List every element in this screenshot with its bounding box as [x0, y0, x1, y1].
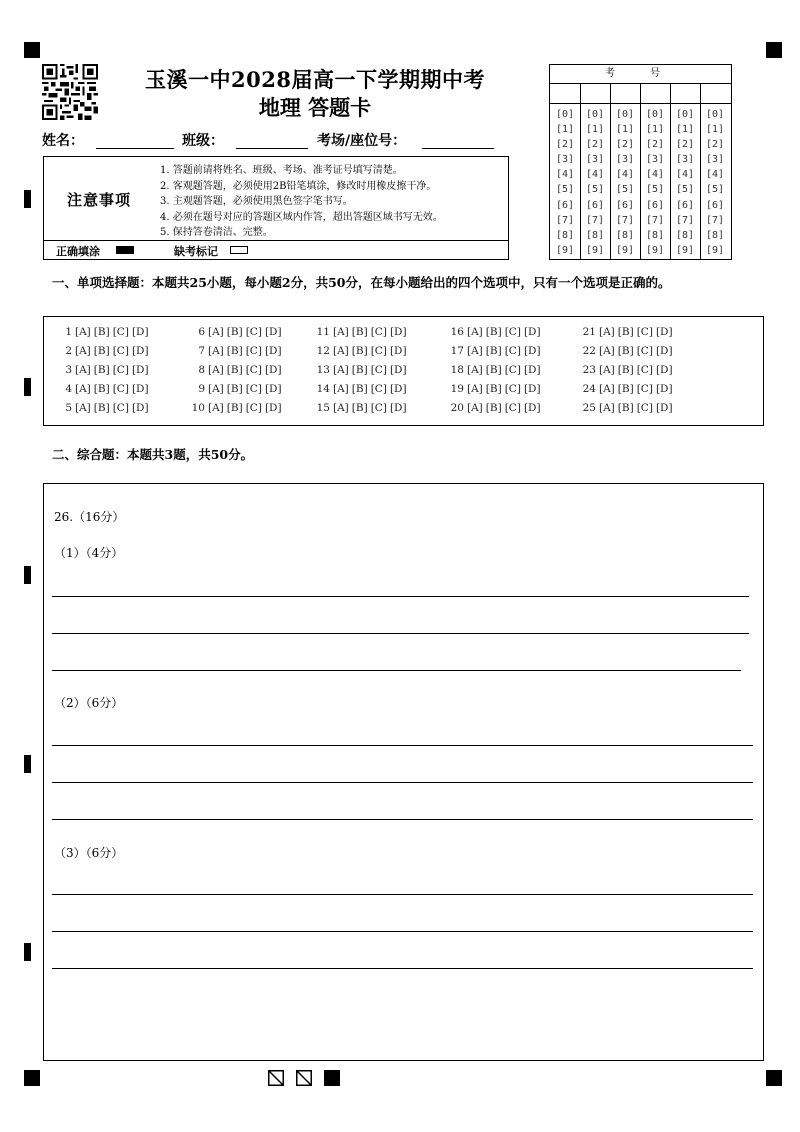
exam-digit-column [610, 107, 640, 258]
page-mark-hatched-icon [296, 1070, 312, 1086]
exam-digit-bubble[interactable]: [2] [705, 139, 725, 151]
exam-digit-bubble[interactable]: [0] [705, 109, 725, 120]
option-bubble[interactable]: [A] [208, 345, 224, 357]
corner-mark-bottom-right [766, 1070, 782, 1086]
question-number: 9 [198, 383, 205, 395]
notice-item: 4. 必须在题号对应的答题区域内作答，超出答题区域书写无效。 [160, 211, 443, 223]
exam-digit-bubble[interactable]: [0] [675, 109, 695, 120]
side-timing-mark [24, 566, 31, 584]
question-number: 17 [450, 345, 464, 357]
exam-digit-bubble[interactable]: [1] [585, 124, 605, 136]
exam-digit-column [580, 107, 610, 258]
option-bubble[interactable]: [A] [333, 402, 349, 414]
option-bubble[interactable]: [D] [523, 345, 541, 357]
exam-digit-bubble[interactable]: [3] [705, 154, 725, 166]
option-bubble[interactable]: [C] [504, 345, 521, 357]
option-bubble[interactable]: [C] [112, 326, 129, 338]
option-bubble[interactable]: [D] [264, 383, 282, 395]
exam-digit-bubble[interactable]: [8] [585, 229, 605, 241]
exam-digit-column [670, 107, 700, 258]
question-22-row [576, 345, 676, 357]
question-number: 21 [582, 326, 596, 338]
option-bubble[interactable]: [A] [208, 364, 224, 376]
option-bubble[interactable]: [D] [523, 364, 541, 376]
class-label: 班级： [182, 133, 224, 149]
room-seat-label: 考场/座位号： [317, 133, 407, 149]
option-bubble[interactable]: [C] [112, 402, 129, 414]
question-number: 8 [198, 364, 205, 376]
option-bubble[interactable]: [D] [655, 364, 673, 376]
option-bubble[interactable]: [A] [75, 326, 91, 338]
option-bubble[interactable]: [B] [226, 345, 243, 357]
question-5-row [52, 402, 152, 414]
question-number: 15 [316, 402, 330, 414]
option-bubble[interactable]: [C] [245, 383, 262, 395]
notice-item: 5. 保持答卷清洁、完整。 [160, 227, 273, 238]
question-2-row [52, 345, 152, 357]
part-3-label: （3）（6分） [54, 846, 124, 860]
side-timing-mark [24, 190, 31, 208]
question-number: 16 [450, 326, 464, 338]
exam-digit-bubble[interactable]: [8] [615, 229, 635, 241]
exam-digit-bubble[interactable]: [7] [615, 214, 635, 226]
answer-line[interactable] [52, 596, 749, 597]
exam-digit-bubble[interactable]: [5] [705, 184, 725, 196]
question-number: 22 [582, 345, 596, 357]
answer-line[interactable] [52, 819, 753, 820]
room-seat-field[interactable] [422, 148, 494, 149]
correct-fill-sample [116, 246, 134, 254]
multiple-choice-box [43, 316, 764, 426]
option-bubble[interactable]: [B] [226, 364, 243, 376]
option-bubble[interactable]: [D] [264, 402, 282, 414]
option-bubble[interactable]: [C] [504, 383, 521, 395]
question-1-row [52, 326, 152, 338]
name-field[interactable] [96, 148, 174, 149]
option-bubble[interactable]: [C] [112, 364, 129, 376]
exam-digit-bubble[interactable]: [9] [615, 244, 635, 256]
option-bubble[interactable]: [D] [264, 326, 282, 338]
exam-digit-bubble[interactable]: [9] [675, 244, 695, 256]
exam-digit-bubble[interactable]: [0] [615, 109, 635, 120]
notice-list [160, 163, 443, 241]
question-number: 20 [450, 402, 464, 414]
question-number: 1 [65, 326, 72, 338]
subject-title: 地理 答题卡 [258, 95, 372, 120]
answer-line[interactable] [52, 894, 753, 895]
option-bubble[interactable]: [C] [245, 364, 262, 376]
option-bubble[interactable]: [D] [131, 383, 149, 395]
option-bubble[interactable]: [C] [370, 345, 387, 357]
option-bubble[interactable]: [A] [75, 402, 91, 414]
exam-number-grid [549, 64, 732, 260]
option-bubble[interactable]: [D] [389, 402, 407, 414]
option-bubble[interactable]: [D] [523, 402, 541, 414]
question-12-row [310, 345, 410, 357]
question-number: 19 [450, 383, 464, 395]
exam-digit-bubble[interactable]: [3] [675, 154, 695, 166]
exam-digit-bubble[interactable]: [2] [555, 139, 575, 151]
part-1-label: （1）（4分） [54, 546, 124, 560]
exam-digit-bubble[interactable]: [9] [705, 244, 725, 256]
option-bubble[interactable]: [B] [485, 345, 502, 357]
notice-bottom-bar [44, 240, 508, 259]
exam-digit-bubble[interactable]: [9] [645, 244, 665, 256]
option-bubble[interactable]: [B] [93, 402, 110, 414]
question-23-row [576, 364, 676, 376]
option-bubble[interactable]: [C] [636, 402, 653, 414]
question-number: 6 [198, 326, 205, 338]
option-bubble[interactable]: [A] [467, 364, 483, 376]
question-17-row [444, 345, 544, 357]
option-bubble[interactable]: [C] [245, 326, 262, 338]
option-bubble[interactable]: [C] [370, 364, 387, 376]
exam-digit-bubble[interactable]: [7] [645, 214, 665, 226]
question-number: 12 [316, 345, 330, 357]
option-bubble[interactable]: [B] [617, 402, 634, 414]
option-bubble[interactable]: [C] [636, 326, 653, 338]
exam-digit-column [640, 107, 670, 258]
exam-digit-bubble[interactable]: [4] [645, 169, 665, 181]
option-bubble[interactable]: [D] [523, 326, 541, 338]
side-timing-mark [24, 755, 31, 773]
option-bubble[interactable]: [D] [389, 326, 407, 338]
option-bubble[interactable]: [D] [131, 402, 149, 414]
question-number: 3 [65, 364, 72, 376]
option-bubble[interactable]: [A] [75, 383, 91, 395]
option-bubble[interactable]: [C] [636, 364, 653, 376]
option-bubble[interactable]: [A] [467, 326, 483, 338]
question-14-row [310, 383, 410, 395]
exam-digit-bubble[interactable]: [2] [585, 139, 605, 151]
option-bubble[interactable]: [C] [504, 402, 521, 414]
exam-digit-bubble[interactable]: [6] [615, 199, 635, 211]
corner-mark-top-right [766, 42, 782, 58]
question-11-row [310, 326, 410, 338]
option-bubble[interactable]: [B] [226, 402, 243, 414]
option-bubble[interactable]: [A] [333, 345, 349, 357]
option-bubble[interactable]: [D] [264, 364, 282, 376]
corner-mark-top-left [24, 42, 40, 58]
exam-digit-bubble[interactable]: [6] [705, 199, 725, 211]
section1-title: 一、单项选择题：本题共25小题，每小题2分，共50分，在每小题给出的四个选项中，只有一个选项是正确的。 [52, 275, 671, 290]
exam-digit-bubble[interactable]: [6] [555, 199, 575, 211]
option-bubble[interactable]: [B] [93, 345, 110, 357]
exam-digit-bubble[interactable]: [8] [555, 229, 575, 241]
question-number: 11 [316, 326, 330, 338]
option-bubble[interactable]: [C] [636, 383, 653, 395]
question-number: 14 [316, 383, 330, 395]
option-bubble[interactable]: [B] [351, 364, 368, 376]
option-bubble[interactable]: [C] [112, 383, 129, 395]
option-bubble[interactable]: [C] [370, 402, 387, 414]
exam-digit-bubble[interactable]: [2] [645, 139, 665, 151]
option-bubble[interactable]: [D] [523, 383, 541, 395]
option-bubble[interactable]: [B] [617, 326, 634, 338]
exam-digit-bubble[interactable]: [1] [555, 124, 575, 136]
option-bubble[interactable]: [A] [599, 402, 615, 414]
option-bubble[interactable]: [A] [599, 383, 615, 395]
question-10-row [185, 402, 285, 414]
notice-item: 3. 主观题答题，必须使用黑色签字笔书写。 [160, 196, 353, 207]
question-number: 25 [582, 402, 596, 414]
exam-digit-bubble[interactable]: [0] [645, 109, 665, 120]
exam-digit-bubble[interactable]: [0] [555, 109, 575, 120]
exam-digit-bubble[interactable]: [4] [675, 169, 695, 181]
option-bubble[interactable]: [C] [504, 326, 521, 338]
question-26-label: 26.（16分） [54, 510, 125, 524]
option-bubble[interactable]: [B] [485, 402, 502, 414]
option-bubble[interactable]: [D] [131, 345, 149, 357]
exam-digit-bubble[interactable]: [2] [615, 139, 635, 151]
question-number: 23 [582, 364, 596, 376]
part-2-label: （2）（6分） [54, 696, 124, 710]
question-25-row [576, 402, 676, 414]
option-bubble[interactable]: [A] [599, 345, 615, 357]
option-bubble[interactable]: [D] [389, 364, 407, 376]
option-bubble[interactable]: [A] [333, 326, 349, 338]
answer-line[interactable] [52, 968, 753, 969]
exam-title: 玉溪一中2028届高一下学期期中考 [145, 67, 485, 92]
option-bubble[interactable]: [D] [655, 402, 673, 414]
question-number: 5 [65, 402, 72, 414]
question-13-row [310, 364, 410, 376]
exam-digit-bubble[interactable]: [4] [585, 169, 605, 181]
question-19-row [444, 383, 544, 395]
exam-digit-bubble[interactable]: [4] [615, 169, 635, 181]
option-bubble[interactable]: [A] [75, 364, 91, 376]
corner-mark-bottom-left [24, 1070, 40, 1086]
option-bubble[interactable]: [B] [485, 326, 502, 338]
option-bubble[interactable]: [A] [333, 383, 349, 395]
option-bubble[interactable]: [A] [599, 364, 615, 376]
exam-digit-bubble[interactable]: [7] [705, 214, 725, 226]
option-bubble[interactable]: [D] [655, 326, 673, 338]
exam-digit-bubble[interactable]: [5] [615, 184, 635, 196]
option-bubble[interactable]: [D] [389, 383, 407, 395]
option-bubble[interactable]: [A] [75, 345, 91, 357]
option-bubble[interactable]: [C] [245, 402, 262, 414]
option-bubble[interactable]: [B] [617, 383, 634, 395]
exam-digit-bubble[interactable]: [6] [585, 199, 605, 211]
option-bubble[interactable]: [D] [131, 364, 149, 376]
question-number: 18 [450, 364, 464, 376]
question-number: 7 [198, 345, 205, 357]
answer-line[interactable] [52, 931, 753, 932]
option-bubble[interactable]: [D] [389, 345, 407, 357]
option-bubble[interactable]: [D] [131, 326, 149, 338]
exam-digit-bubble[interactable]: [6] [645, 199, 665, 211]
class-field[interactable] [236, 148, 308, 149]
exam-digit-bubble[interactable]: [8] [645, 229, 665, 241]
option-bubble[interactable]: [B] [351, 326, 368, 338]
option-bubble[interactable]: [A] [208, 383, 224, 395]
qr-code-icon [42, 64, 98, 120]
option-bubble[interactable]: [C] [504, 364, 521, 376]
exam-digit-bubble[interactable]: [8] [675, 229, 695, 241]
option-bubble[interactable]: [B] [617, 364, 634, 376]
option-bubble[interactable]: [B] [226, 326, 243, 338]
option-bubble[interactable]: [C] [370, 383, 387, 395]
exam-digit-bubble[interactable]: [5] [585, 184, 605, 196]
absent-mark-box[interactable] [230, 246, 248, 254]
exam-digit-column [700, 107, 730, 258]
question-number: 10 [191, 402, 205, 414]
option-bubble[interactable]: [B] [226, 383, 243, 395]
exam-digit-bubble[interactable]: [5] [645, 184, 665, 196]
exam-digit-bubble[interactable]: [2] [675, 139, 695, 151]
exam-digit-bubble[interactable]: [5] [675, 184, 695, 196]
exam-digit-bubble[interactable]: [1] [675, 124, 695, 136]
option-bubble[interactable]: [A] [333, 364, 349, 376]
exam-digit-bubble[interactable]: [1] [705, 124, 725, 136]
exam-digit-bubble[interactable]: [8] [705, 229, 725, 241]
exam-digit-bubble[interactable]: [7] [675, 214, 695, 226]
option-bubble[interactable]: [C] [636, 345, 653, 357]
page-mark-solid [324, 1070, 340, 1086]
section2-title: 二、综合题：本题共3题，共50分。 [52, 447, 254, 462]
option-bubble[interactable]: [D] [655, 383, 673, 395]
exam-digit-bubble[interactable]: [1] [645, 124, 665, 136]
option-bubble[interactable]: [A] [208, 402, 224, 414]
notice-box [43, 156, 509, 260]
exam-digit-bubble[interactable]: [3] [555, 154, 575, 166]
notice-item: 1. 答题前请将姓名、班级、考场、准考证号填写清楚。 [160, 165, 403, 176]
notice-item: 2. 客观题答题，必须使用2B铅笔填涂，修改时用橡皮擦干净。 [160, 180, 437, 192]
side-timing-mark [24, 943, 31, 961]
essay-answer-box [43, 483, 764, 1061]
exam-digit-bubble[interactable]: [6] [675, 199, 695, 211]
absent-label: 缺考标记 [174, 245, 218, 258]
answer-line[interactable] [52, 782, 753, 783]
exam-number-title: 考 号 [550, 65, 731, 84]
option-bubble[interactable]: [A] [467, 345, 483, 357]
question-number: 2 [65, 345, 72, 357]
option-bubble[interactable]: [B] [93, 364, 110, 376]
option-bubble[interactable]: [D] [264, 345, 282, 357]
exam-digit-bubble[interactable]: [0] [585, 109, 605, 120]
exam-digit-bubble[interactable]: [1] [615, 124, 635, 136]
option-bubble[interactable]: [D] [655, 345, 673, 357]
exam-digit-bubble[interactable]: [4] [705, 169, 725, 181]
question-18-row [444, 364, 544, 376]
exam-digit-bubble[interactable]: [7] [585, 214, 605, 226]
option-bubble[interactable]: [C] [370, 326, 387, 338]
option-bubble[interactable]: [B] [617, 345, 634, 357]
name-label: 姓名： [42, 133, 84, 149]
option-bubble[interactable]: [C] [245, 345, 262, 357]
option-bubble[interactable]: [A] [467, 402, 483, 414]
exam-digit-bubble[interactable]: [3] [585, 154, 605, 166]
option-bubble[interactable]: [C] [112, 345, 129, 357]
option-bubble[interactable]: [B] [93, 383, 110, 395]
question-number: 24 [582, 383, 596, 395]
notice-label: 注意事项 [66, 190, 131, 209]
question-24-row [576, 383, 676, 395]
answer-line[interactable] [52, 670, 741, 671]
option-bubble[interactable]: [A] [467, 383, 483, 395]
exam-digit-bubble[interactable]: [9] [585, 244, 605, 256]
option-bubble[interactable]: [B] [351, 345, 368, 357]
question-21-row [576, 326, 676, 338]
correct-fill-label: 正确填涂 [56, 245, 100, 258]
question-9-row [185, 383, 285, 395]
question-16-row [444, 326, 544, 338]
answer-line[interactable] [52, 633, 749, 634]
question-7-row [185, 345, 285, 357]
page-mark-hatched-icon [268, 1070, 284, 1086]
question-4-row [52, 383, 152, 395]
question-6-row [185, 326, 285, 338]
question-15-row [310, 402, 410, 414]
option-bubble[interactable]: [A] [208, 326, 224, 338]
exam-digit-column [550, 107, 580, 258]
option-bubble[interactable]: [B] [485, 383, 502, 395]
side-timing-mark [24, 378, 31, 396]
question-8-row [185, 364, 285, 376]
option-bubble[interactable]: [A] [599, 326, 615, 338]
question-number: 13 [316, 364, 330, 376]
option-bubble[interactable]: [B] [351, 402, 368, 414]
option-bubble[interactable]: [B] [351, 383, 368, 395]
question-3-row [52, 364, 152, 376]
exam-digit-bubble[interactable]: [5] [555, 184, 575, 196]
exam-digit-bubble[interactable]: [3] [645, 154, 665, 166]
exam-digit-bubble[interactable]: [7] [555, 214, 575, 226]
exam-digit-bubble[interactable]: [9] [555, 244, 575, 256]
option-bubble[interactable]: [B] [485, 364, 502, 376]
question-number: 4 [65, 383, 72, 395]
question-20-row [444, 402, 544, 414]
exam-digit-bubble[interactable]: [3] [615, 154, 635, 166]
option-bubble[interactable]: [B] [93, 326, 110, 338]
exam-digit-bubble[interactable]: [4] [555, 169, 575, 181]
answer-line[interactable] [52, 745, 753, 746]
